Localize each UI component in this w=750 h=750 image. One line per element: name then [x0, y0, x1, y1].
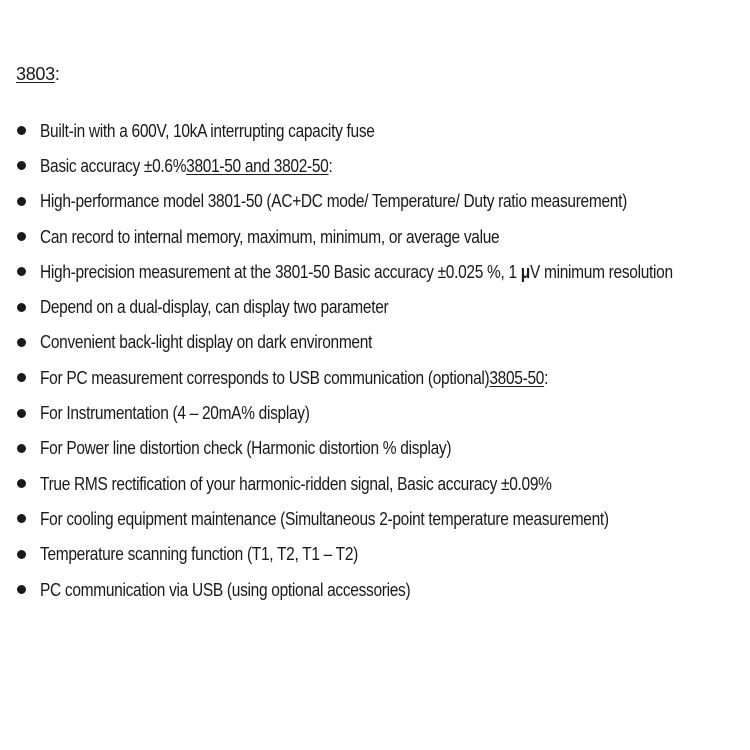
micro-symbol: μ — [520, 261, 530, 282]
feature-text: For PC measurement corresponds to USB communication (optional)3805-50: — [40, 367, 549, 388]
list-item — [0, 501, 750, 536]
feature-text: For cooling equipment maintenance (Simultaneous 2-point temperature measurement) — [40, 508, 609, 529]
list-item — [0, 289, 750, 324]
feature-text: Depend on a dual-display, can display two parameter — [40, 297, 389, 318]
list-item — [0, 219, 750, 254]
list-item — [0, 148, 750, 183]
bullet-icon — [17, 126, 26, 135]
list-item — [0, 184, 750, 219]
bullet-icon — [17, 550, 26, 559]
heading-colon: : — [54, 64, 60, 84]
feature-text: High-performance model 3801-50 (AC+DC mode/ Temperature/ Duty ratio measurement) — [40, 191, 627, 212]
feature-text: True RMS rectification of your harmonic-ridden signal, Basic accuracy ±0.09% — [40, 473, 552, 494]
feature-text: High-precision measurement at the 3801-50 Basic accuracy ±0.025 %, 1 μV minimum resolution — [40, 261, 673, 282]
bullet-icon — [17, 444, 26, 453]
list-item — [0, 254, 750, 289]
feature-list — [0, 113, 750, 607]
bullet-icon — [17, 303, 26, 312]
bullet-icon — [17, 514, 26, 523]
bullet-icon — [17, 232, 26, 241]
bullet-icon — [17, 161, 26, 170]
list-item — [0, 466, 750, 501]
model-heading-link[interactable]: 3803 — [16, 64, 55, 84]
feature-text: For Instrumentation (4 – 20mA% display) — [40, 403, 310, 424]
bullet-icon — [17, 373, 26, 382]
list-item — [0, 360, 750, 395]
bullet-icon — [17, 197, 26, 206]
feature-text: Can record to internal memory, maximum, minimum, or average value — [40, 226, 500, 247]
bullet-icon — [17, 267, 26, 276]
feature-text: Convenient back-light display on dark environment — [40, 332, 373, 353]
list-item — [0, 572, 750, 607]
bullet-icon — [17, 479, 26, 488]
feature-text: Built-in with a 600V, 10kA interrupting capacity fuse — [40, 120, 375, 141]
feature-text: Temperature scanning function (T1, T2, T1 – T2) — [40, 544, 358, 565]
list-item — [0, 113, 750, 148]
list-item — [0, 431, 750, 466]
section-heading — [16, 62, 60, 86]
model-link-3805[interactable]: 3805-50 — [489, 367, 545, 388]
list-item — [0, 325, 750, 360]
bullet-icon — [17, 409, 26, 418]
model-link-3801-3802[interactable]: 3801-50 and 3802-50 — [186, 155, 329, 176]
list-item — [0, 537, 750, 572]
feature-text: For Power line distortion check (Harmonic distortion % display) — [40, 438, 452, 459]
feature-text: Basic accuracy ±0.6%3801-50 and 3802-50: — [40, 155, 333, 176]
feature-text: PC communication via USB (using optional accessories) — [40, 579, 411, 600]
bullet-icon — [17, 338, 26, 347]
bullet-icon — [17, 585, 26, 594]
list-item — [0, 395, 750, 430]
